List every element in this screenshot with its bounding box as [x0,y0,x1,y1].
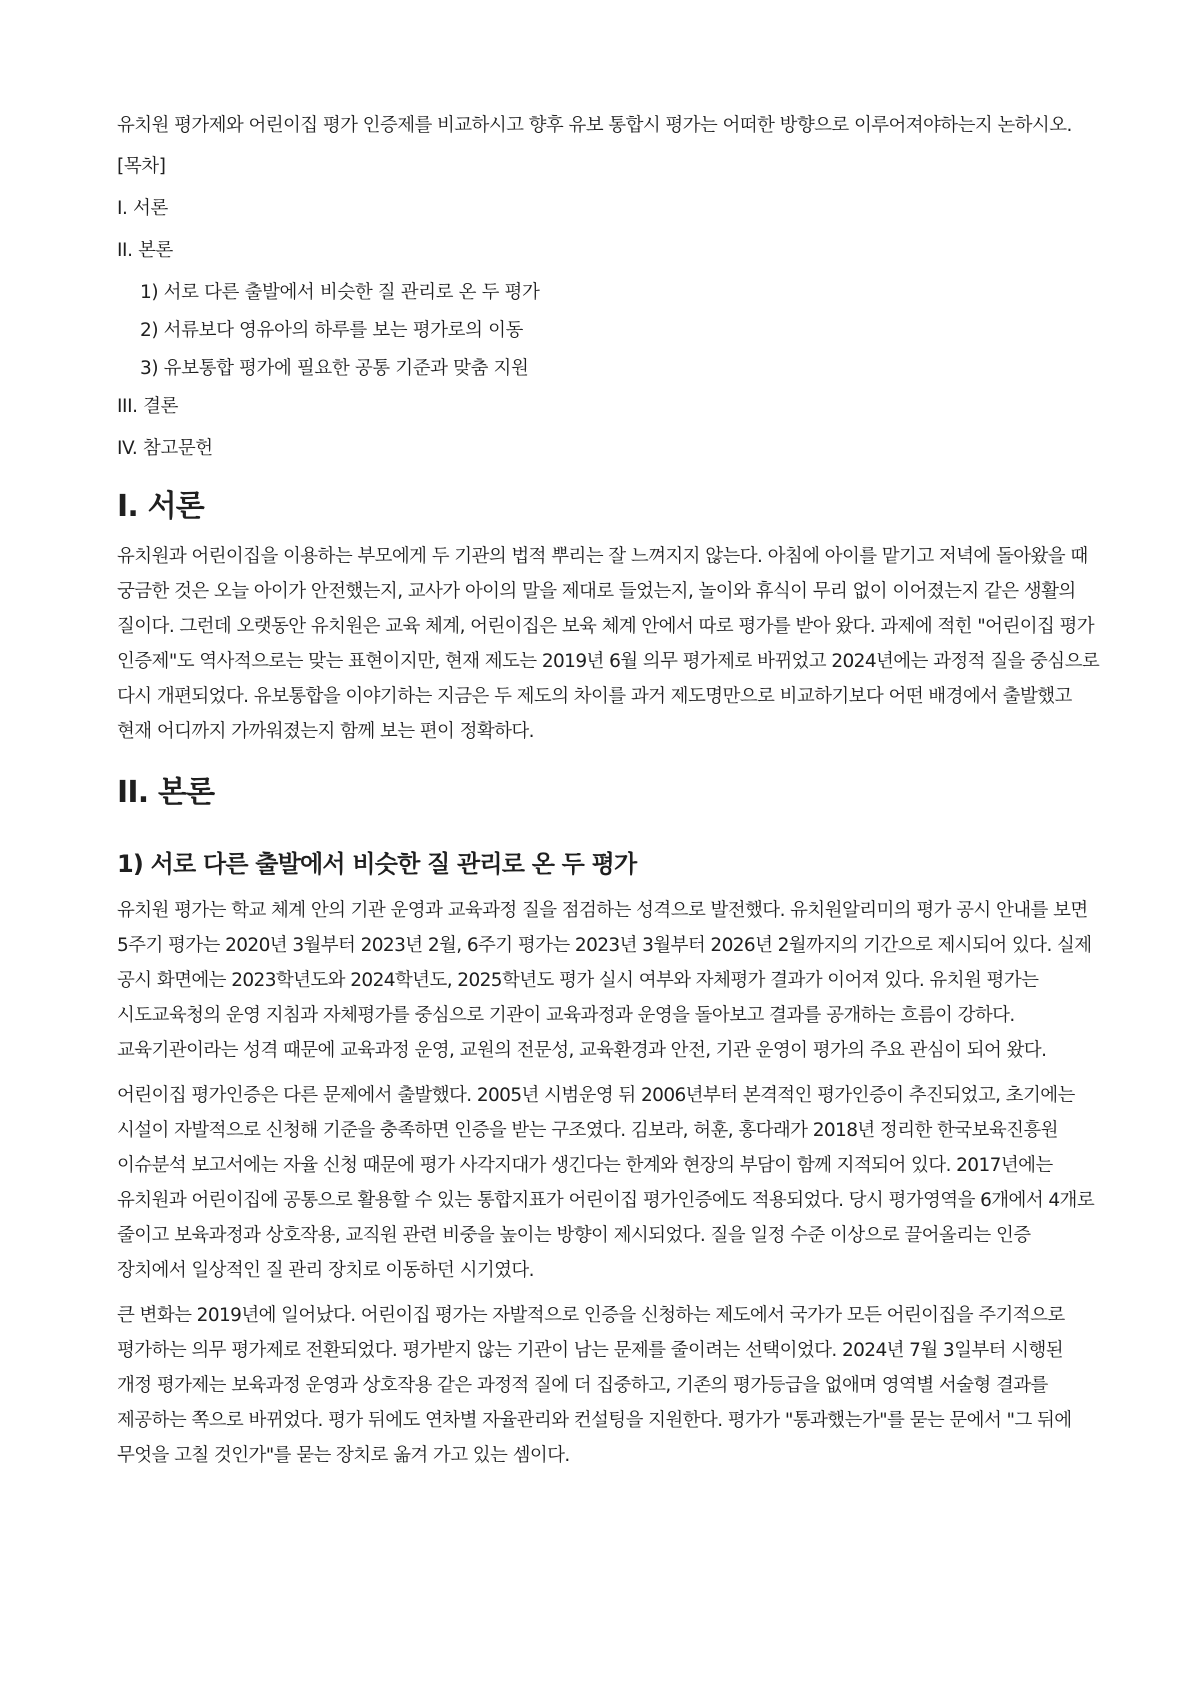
section-1-paragraph: 어린이집 평가인증은 다른 문제에서 출발했다. 2005년 시범운영 뒤 2006년부터 본격적인 평가인증이 추진되었고, 초기에는 시설이 자발적으로 신청해 기준을 충족하면 인증을 받는 구조였다. 김보라, 허훈, 홍다래가 2018년 정리한 한국보육진흥원 이슈분석 보고서에는 자율 신청 때문에 평가 사각지대가 생긴다는 한계와 현장의 부담이 함께 지적되어 있다. 2017년에는 유치원과 어린이집에 공통으로 활용할 수 있는 통합지표가 어린이집 평가인증에도 적용되었다. 당시 평가영역을 6개에서 4개로 줄이고 보육과정과 상호작용, 교직원 관련 비중을 높이는 방향이 제시되었다. 질을 일정 수준 이상으로 끌어올리는 인증 장치에서 일상적인 질 관리 장치로 이동하던 시기였다. [117,1085,1095,1281]
section-1-paragraph: 유치원 평가는 학교 체계 안의 기관 운영과 교육과정 질을 점검하는 성격으로 발전했다. 유치원알리미의 평가 공시 안내를 보면 5주기 평가는 2020년 3월부터 2023년 2월, 6주기 평가는 2023년 3월부터 2026년 2월까지의 기간으로 제시되어 있다. 실제 공시 화면에는 2023학년도와 2024학년도, 2025학년도 평가 실시 여부와 자체평가 결과가 이어져 있다. 유치원 평가는 시도교육청의 운영 지침과 자체평가를 중심으로 기관이 교육과정과 운영을 돌아보고 결과를 공개하는 흐름이 강하다. 교육기관이라는 성격 때문에 교육과정 운영, 교원의 전문성, 교육환경과 안전, 기관 운영이 평가의 주요 관심이 되어 왔다. [117,900,1092,1061]
section-1-heading: 1) 서로 다른 출발에서 비슷한 질 관리로 온 두 평가 [117,850,637,878]
toc-subitem-2: 2) 서류보다 영유아의 하루를 보는 평가로의 이동 [140,320,524,341]
toc-heading: [목차] [117,156,166,177]
toc-item-intro: I. 서론 [117,198,168,219]
table-of-contents [117,153,1100,463]
toc-subitem-1: 1) 서로 다른 출발에서 비슷한 질 관리로 온 두 평가 [140,282,540,303]
question-text: 유치원 평가제와 어린이집 평가 인증제를 비교하시고 향후 유보 통합시 평가는 어떠한 방향으로 이루어져야하는지 논하시오. [117,115,1072,136]
toc-item-conclusion: III. 결론 [117,396,179,417]
section-1-paragraph: 큰 변화는 2019년에 일어났다. 어린이집 평가는 자발적으로 인증을 신청하는 제도에서 국가가 모든 어린이집을 주기적으로 평가하는 의무 평가제로 전환되었다. 평가받지 않는 기관이 남는 문제를 줄이려는 선택이었다. 2024년 7월 3일부터 시행된 개정 평가제는 보육과정 운영과 상호작용 같은 과정적 질에 더 집중하고, 기존의 평가등급을 없애며 영역별 서술형 결과를 제공하는 쪽으로 바뀌었다. 평가 뒤에도 연차별 자율관리와 컨설팅을 지원한다. 평가가 "통과했는가"를 묻는 문에서 "그 뒤에 무엇을 고칠 것인가"를 묻는 장치로 옮겨 가고 있는 셈이다. [117,1305,1072,1466]
toc-item-body: II. 본론 [117,240,174,261]
toc-subitem-3: 3) 유보통합 평가에 필요한 공통 기준과 맞춤 지원 [140,358,529,379]
toc-item-references: IV. 참고문헌 [117,438,213,459]
body-heading: II. 본론 [117,775,215,810]
document-page [117,108,1100,1483]
intro-paragraph: 유치원과 어린이집을 이용하는 부모에게 두 기관의 법적 뿌리는 잘 느껴지지 않는다. 아침에 아이를 맡기고 저녁에 돌아왔을 때 궁금한 것은 오늘 아이가 안전했는지, 교사가 아이의 말을 제대로 들었는지, 놀이와 휴식이 무리 없이 이어졌는지 같은 생활의 질이다. 그런데 오랫동안 유치원은 교육 체계, 어린이집은 보육 체계 안에서 따로 평가를 받아 왔다. 과제에 적힌 "어린이집 평가 인증제"도 역사적으로는 맞는 표현이지만, 현재 제도는 2019년 6월 의무 평가제로 바뀌었고 2024년에는 과정적 질을 중심으로 다시 개편되었다. 유보통합을 이야기하는 지금은 두 제도의 차이를 과거 제도명만으로 비교하기보다 어떤 배경에서 출발했고 현재 어디까지 가까워졌는지 함께 보는 편이 정확하다. [117,546,1100,742]
intro-heading: I. 서론 [117,489,204,524]
